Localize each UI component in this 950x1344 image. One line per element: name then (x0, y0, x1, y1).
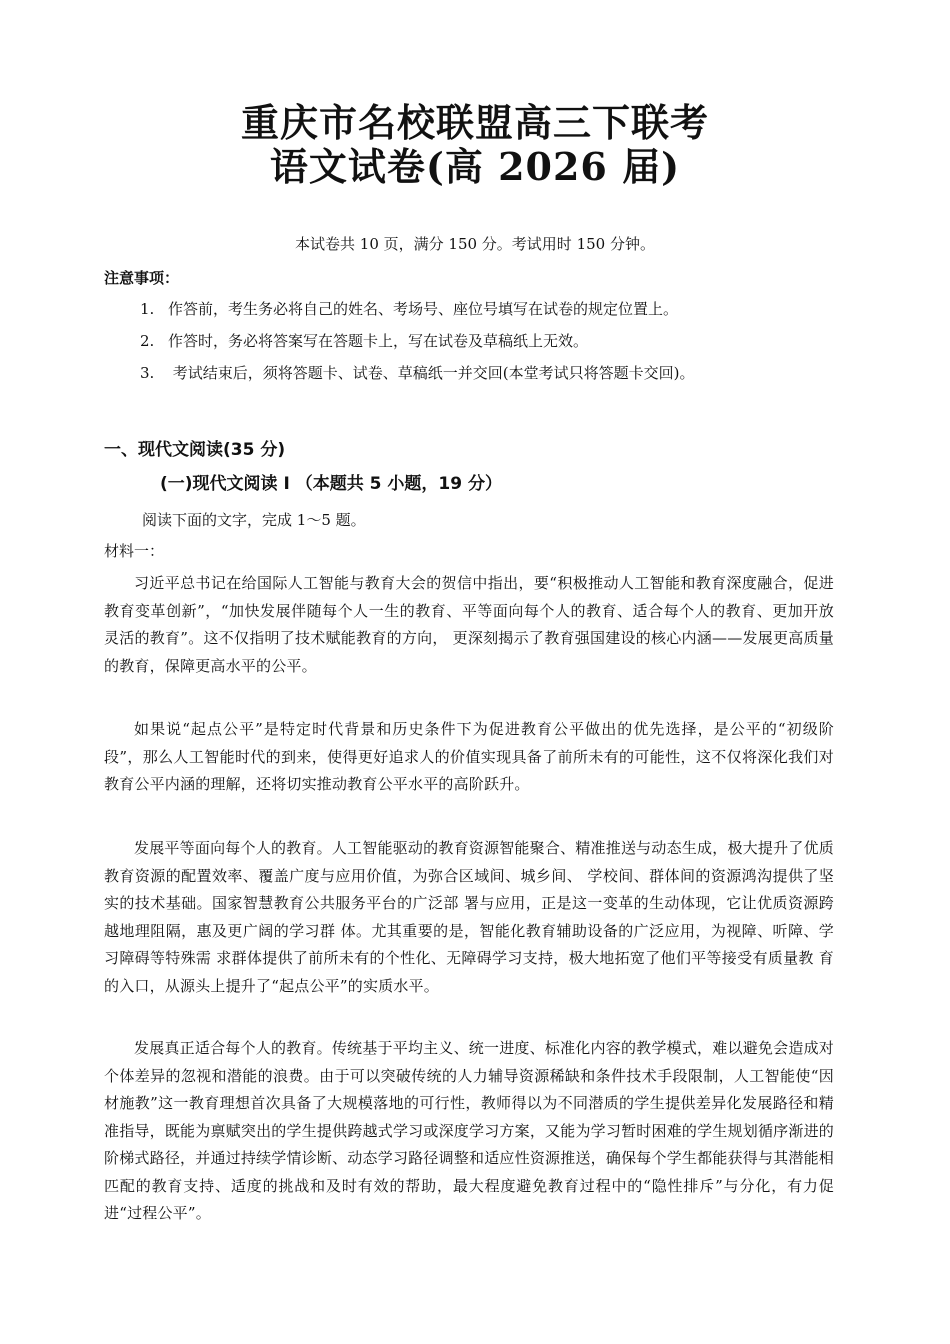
notice-item-number: 1. (140, 300, 155, 318)
passage-paragraph: 如果说“起点公平”是特定时代背景和历史条件下为促进教育公平做出的优先选择，是公平的“初级阶段”，那么人工智能时代的到来，使得更好追求人的价值实现具备了前所未有的可能性，这不仅将深化我们对教育公平内涵的理解，还将切实推动教育公平水平的高阶跃升。 (104, 720, 834, 793)
exam-title-line1: 重庆市名校联盟高三下联考 (240, 100, 709, 145)
notice-item (140, 363, 694, 383)
exam-info: 本试卷共 10 页，满分 150 分。考试用时 150 分钟。 (295, 235, 655, 253)
notice-item-number: 3. (140, 364, 155, 382)
section-heading: 一、现代文阅读(35 分) (104, 440, 286, 460)
subsection-heading: (一)现代文阅读 Ⅰ （本题共 5 小题，19 分） (160, 474, 502, 494)
notice-item (140, 299, 678, 319)
notice-heading: 注意事项： (104, 269, 180, 287)
notice-item-text: 作答时，务必将答案写在答题卡上，写在试卷及草稿纸上无效。 (168, 332, 589, 350)
notice-item-text: 作答前，考生务必将自己的姓名、考场号、座位号填写在试卷的规定位置上。 (168, 300, 679, 318)
notice-item (140, 331, 588, 351)
notice-item-number: 2. (140, 332, 155, 350)
material-label: 材料一： (104, 542, 165, 560)
exam-title-line2: 语文试卷(高 2026 届) (269, 144, 681, 189)
reading-instruction: 阅读下面的文字，完成 1～5 题。 (142, 511, 366, 529)
passage-paragraph: 发展平等面向每个人的教育。人工智能驱动的教育资源智能聚合、精准推送与动态生成，极大提升了优质教育资源的配置效率、覆盖广度与应用价值，为弥合区域间、城乡间、 学校间、群体间的资源鸿沟提供了坚实的技术基础。国家智慧教育公共服务平台的广泛部 署与应用，正是这一变革的生动体现，它让优质资源跨越地理阻隔，惠及更广阔的学习群 体。尤其重要的是，智能化教育辅助设备的广泛应用，为视障、听障、学习障碍等特殊需 求群体提供了前所未有的个性化、无障碍学习支持，极大地拓宽了他们平等接受有质量教 育的入口，从源头上提升了“起点公平”的实质水平。 (104, 839, 834, 995)
notice-item-text: 考试结束后，须将答题卡、试卷、草稿纸一并交回(本堂考试只将答题卡交回)。 (168, 364, 695, 382)
passage-paragraph: 习近平总书记在给国际人工智能与教育大会的贺信中指出，要“积极推动人工智能和教育深度融合，促进教育变革创新”，“加快发展伴随每个人一生的教育、平等面向每个人的教育、适合每个人的教育、更加开放灵活的教育”。这不仅指明了技术赋能教育的方向， 更深刻揭示了教育强国建设的核心内涵——发展更高质量的教育，保障更高水平的公平。 (104, 574, 834, 675)
passage-paragraph: 发展真正适合每个人的教育。传统基于平均主义、统一进度、标准化内容的教学模式，难以避免会造成对个体差异的忽视和潜能的浪费。由于可以突破传统的人力辅导资源稀缺和条件技术手段限制，人工智能使“因材施教”这一教育理想首次具备了大规模落地的可行性，教师得以为不同潜质的学生提供差异化发展路径和精准指导，既能为禀赋突出的学生提供跨越式学习或深度学习方案，又能为学习暂时困难的学生规划循序渐进的阶梯式路径，并通过持续学情诊断、动态学习路径调整和适应性资源推送，确保每个学生都能获得与其潜能相匹配的教育支持、适度的挑战和及时有效的帮助，最大程度避免教育过程中的“隐性排斥”与分化，有力促进“过程公平”。 (104, 1039, 834, 1222)
